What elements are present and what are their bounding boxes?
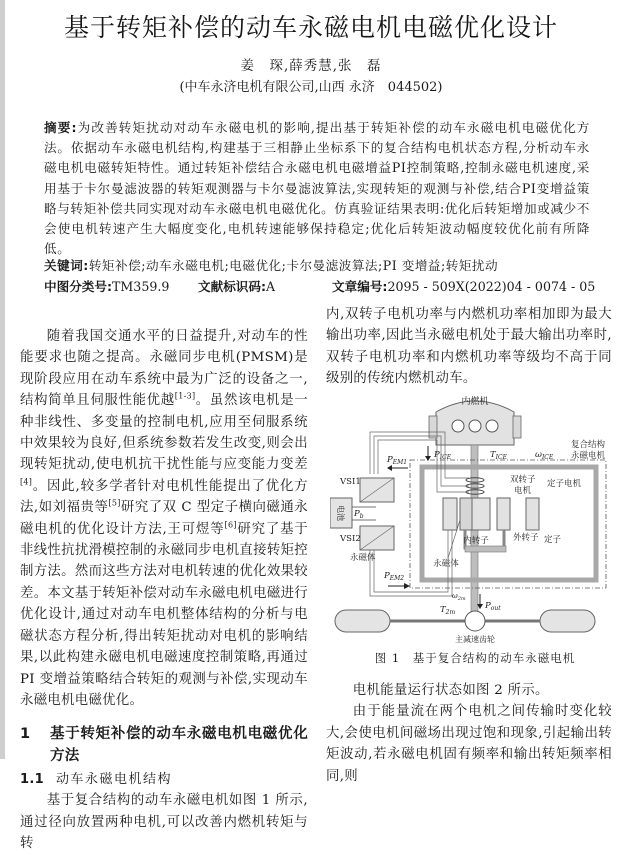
left-stator	[443, 498, 457, 530]
pm-block	[460, 498, 472, 530]
keywords	[44, 255, 498, 274]
text: 。虽然该电机是一种非线性、多变量的控制电机,应用至伺服系统中效果较为良好,但系统参数若发生改变,则会出现转矩扰动,使电机抗干扰性能与应变能力变差	[20, 393, 308, 473]
citation[interactable]: [5]	[108, 498, 121, 508]
abstract	[44, 118, 590, 259]
pm-inner-label: 永磁体	[433, 559, 459, 569]
battery-label: 电池	[336, 505, 345, 521]
motor-structure-diagram	[330, 390, 620, 645]
keywords-text: 转矩补偿;动车永磁电机;电磁优化;卡尔曼滤波算法;PI 变增益;转矩扰动	[88, 258, 499, 273]
inner-rotor	[472, 498, 490, 530]
clc-number	[44, 276, 194, 295]
gear-label: 主减速齿轮	[455, 635, 495, 644]
left-wheel	[335, 610, 390, 632]
authors: 姜 琛,薛秀慧,张 磊	[240, 58, 382, 74]
structure-paragraph: 基于复合结构的动车永磁电机如图 1 所示,通过径向放置两种电机,可以改善内燃机转矩与转	[20, 793, 308, 852]
citation[interactable]: [1-3]	[174, 391, 196, 401]
vsi2-label: VSI2	[340, 534, 361, 544]
clc-label: 中图分类号:	[44, 279, 113, 294]
outer-rotor	[497, 498, 510, 530]
intro-paragraph	[20, 326, 308, 711]
affiliation: (中车永济电机有限公司,山西 永济 044502)	[179, 80, 443, 95]
section-1-heading	[20, 723, 308, 767]
shaft	[471, 445, 478, 620]
abstract-label: 摘要:	[44, 120, 78, 135]
article-number-label: 文章编号:	[332, 279, 388, 294]
keywords-label: 关键词:	[44, 258, 89, 273]
t-ice-label: $T_{ICE}$	[490, 450, 508, 461]
dual-rotor-label-1: 双转子	[510, 475, 536, 485]
text: 研究了基于非线性抗扰滑模控制的永磁同步电机直接转矩控制方法。然而这些方法对电机转速的优化效果较差。本文基于转矩补偿对动车永磁电机电磁进行优化设计,通过对动车电机整体结构的分析与电磁状态方程分析,得出转矩扰动对电机的影响结果,以此构建永磁电机电磁速度控制策略,再通过 PI 变增益策略结合转矩的观测与补偿,实现动车永磁电机电磁优化。	[20, 521, 309, 708]
left-column	[20, 326, 308, 855]
w-ice-label: $\omega_{ICE}$	[535, 450, 554, 461]
doc-code-label: 文献标识码:	[198, 279, 267, 294]
page-edge	[0, 0, 5, 759]
subsection-number: 1.1	[20, 772, 44, 788]
article-meta	[44, 276, 604, 295]
doc-code-value: A	[266, 279, 276, 294]
p-ice-label: $P_{ICE}$	[434, 450, 452, 461]
figure-1	[330, 390, 620, 644]
p-em1-label: $P_{EM1}$	[387, 455, 408, 466]
energy-paragraph: 电机能量运行状态如图 2 所示。	[352, 683, 549, 698]
power-paragraph: 内,双转子电机功率与内燃机功率相加即为最大输出功率,因此当永磁电机处于最大输出功率时,双转子电机功率和内燃机功率等级均不高于同级别的传统内燃机动车。	[326, 307, 612, 387]
engine-label: 内燃机	[461, 397, 489, 407]
abstract-text: 为改善转矩扰动对动车永磁电机的影响,提出基于转矩补偿的动车永磁电机电磁优化方法。依据动车永磁电机结构,构建基于三相静止坐标系下的复合结构电机状态方程,分析动车永磁电机电磁转矩特性。通过转矩补偿结合永磁电机电磁增益PI控制策略,控制永磁电机速度,采用基于卡尔曼滤波器的转矩观测器与卡尔曼滤波算法,实现转矩的观测与补偿,结合PI变增益策略与转矩补偿共同实现对动车永磁电机电磁优化。仿真验证结果表明:优化后转矩增加或减少不会使电机转速产生大幅度变化,电机转速能够保持稳定;优化后转矩波动幅度较优化前有所降低。	[44, 120, 590, 257]
citation[interactable]: [6]	[224, 520, 237, 530]
pb-label: $P_b$	[354, 509, 364, 520]
inner-rotor-label: 内转子	[463, 536, 489, 546]
article-number-value: 2095 - 509X(2022)04 - 0074 - 05	[387, 279, 596, 294]
pout-label: $P_{out}$	[485, 601, 501, 612]
p-em2-label: $P_{EM2}$	[384, 571, 405, 582]
t2m-label: $T_{2m}$	[440, 605, 456, 616]
outer-rotor-label: 外转子	[513, 533, 539, 543]
citation[interactable]: [4]	[20, 477, 33, 487]
w2m-label: $\omega_{2m}$	[452, 592, 466, 602]
engine-block	[429, 395, 521, 445]
fluctuation-paragraph: 由于能量流在两个电机之间传输时变化较大,会使电机间磁场出现过饱和现象,引起输出转矩波动,若永磁电机固有频率和输出转矩频率相同,则	[326, 704, 612, 784]
text: 。因此,较多学者针对电机性能提出了优化方法,如刘福贵等	[20, 478, 308, 516]
section-number: 1	[20, 726, 31, 743]
stator-label: 定子	[544, 535, 562, 545]
pm-left-label: 永磁体	[350, 553, 376, 563]
right-column-top	[326, 304, 612, 390]
doc-code	[198, 276, 328, 295]
section-1-1-heading	[20, 769, 308, 790]
final-drive-gear	[465, 611, 485, 631]
dual-rotor-label-2: 电机	[514, 486, 532, 496]
stator-motor-label: 定子电机	[547, 479, 582, 489]
figure-caption: 图 1 基于复合结构的动车永磁电机	[374, 651, 576, 665]
paper-title: 基于转矩补偿的动车永磁电机电磁优化设计	[63, 13, 558, 42]
clc-value: TM359.9	[112, 279, 170, 294]
right-column-bottom	[326, 680, 612, 787]
subsection-title: 动车永磁电机结构	[56, 772, 173, 788]
vsi1-label: VSI1	[340, 477, 361, 487]
stator	[526, 498, 539, 530]
rotor-hub	[465, 546, 506, 552]
article-number	[332, 276, 595, 295]
composite-label-1: 复合结构	[570, 440, 606, 450]
composite-label-2: 永磁电机	[570, 451, 606, 461]
right-wheel	[540, 610, 595, 632]
section-title: 基于转矩补偿的动车永磁电机电磁优化方法	[50, 726, 308, 765]
text: 研究了双 C 型定子横向磁通永磁电机的优化设计方法,王可煜等	[20, 500, 308, 537]
text: 随着我国交通水平的日益提升,对动车的性能要求也随之提高。永磁同步电机(PMSM)是现阶段应用在动车系统中最为广泛的设备之一,结构简单且伺服性能优越	[20, 329, 308, 409]
